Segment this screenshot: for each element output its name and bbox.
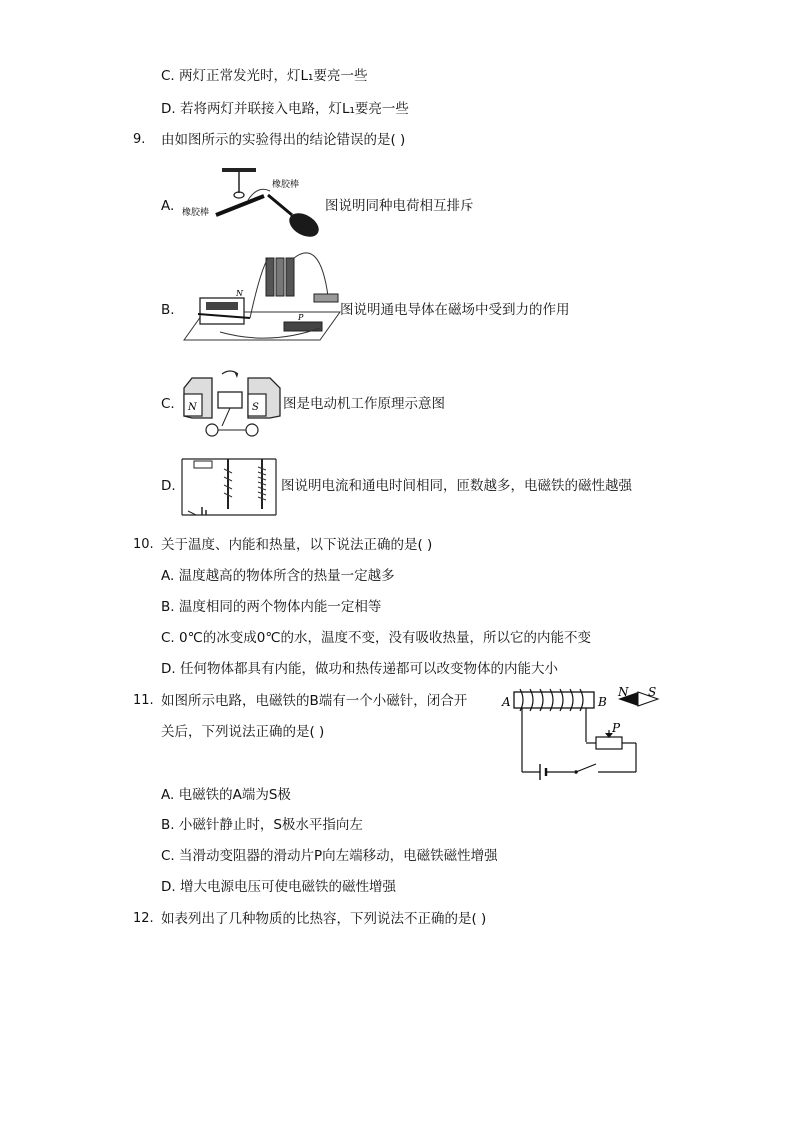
option-letter: B.	[161, 302, 175, 318]
option-text: 图说明通电导体在磁场中受到力的作用	[340, 302, 570, 318]
question-number: 12.	[133, 911, 154, 926]
option-d: D. 增大电源电压可使电磁铁的磁性增强	[161, 879, 396, 895]
question-stem-line-1: 如图所示电路，电磁铁的B端有一个小磁针，闭合开	[161, 693, 468, 709]
option-a: A. 温度越高的物体所含的热量一定越多	[161, 568, 395, 584]
rubber-rod-label: 橡胶棒	[272, 180, 300, 190]
option-letter: A.	[161, 198, 175, 214]
electromagnet-coils-figure	[180, 455, 280, 519]
end-b-label: B	[598, 695, 607, 709]
question-stem: 关于温度、内能和热量，以下说法正确的是( )	[161, 537, 433, 553]
end-a-label: A	[502, 695, 511, 709]
option-b: B. 小磁针静止时，S极水平指向左	[161, 817, 363, 833]
n-pole-label: N	[188, 402, 197, 413]
option-c: C. 0℃的冰变成0℃的水，温度不变，没有吸收热量，所以它的内能不变	[161, 630, 592, 646]
q8-option-d: D. 若将两灯并联接入电路，灯L₁要亮一些	[161, 101, 409, 117]
s-pole-label: S	[252, 402, 259, 413]
electromagnet-circuit-figure	[500, 684, 672, 782]
charged-rods-figure	[180, 165, 325, 243]
option-letter: D.	[161, 478, 176, 494]
question-number: 9.	[133, 132, 146, 147]
question-stem: 如表列出了几种物质的比热容，下列说法不正确的是( )	[161, 911, 487, 927]
question-stem: 由如图所示的实验得出的结论错误的是( )	[161, 132, 406, 148]
option-letter: C.	[161, 396, 175, 412]
n-pole-label: N	[236, 289, 243, 298]
electric-motor-figure	[182, 368, 282, 440]
option-c: C. 当滑动变阻器的滑动片P向左端移动，电磁铁磁性增强	[161, 848, 498, 864]
p-label: P	[298, 313, 304, 322]
q8-option-c: C. 两灯正常发光时，灯L₁要亮一些	[161, 68, 368, 84]
option-text: 图说明电流和通电时间相同，匝数越多，电磁铁的磁性越强	[281, 478, 632, 494]
option-text: 图说明同种电荷相互排斥	[325, 198, 474, 214]
question-number: 11.	[133, 693, 154, 708]
current-in-magnetic-field-figure	[180, 242, 342, 350]
slider-p-label: P	[612, 721, 621, 735]
option-d: D. 任何物体都具有内能，做功和热传递都可以改变物体的内能大小	[161, 661, 558, 677]
option-text: 图是电动机工作原理示意图	[283, 396, 445, 412]
option-b: B. 温度相同的两个物体内能一定相等	[161, 599, 382, 615]
needle-n-label: N	[618, 685, 629, 699]
needle-s-label: S	[648, 685, 657, 699]
rubber-rod-label: 橡胶棒	[182, 208, 210, 218]
question-number: 10.	[133, 537, 154, 552]
question-stem-line-2: 关后，下列说法正确的是( )	[161, 724, 325, 740]
option-a: A. 电磁铁的A端为S极	[161, 787, 291, 803]
